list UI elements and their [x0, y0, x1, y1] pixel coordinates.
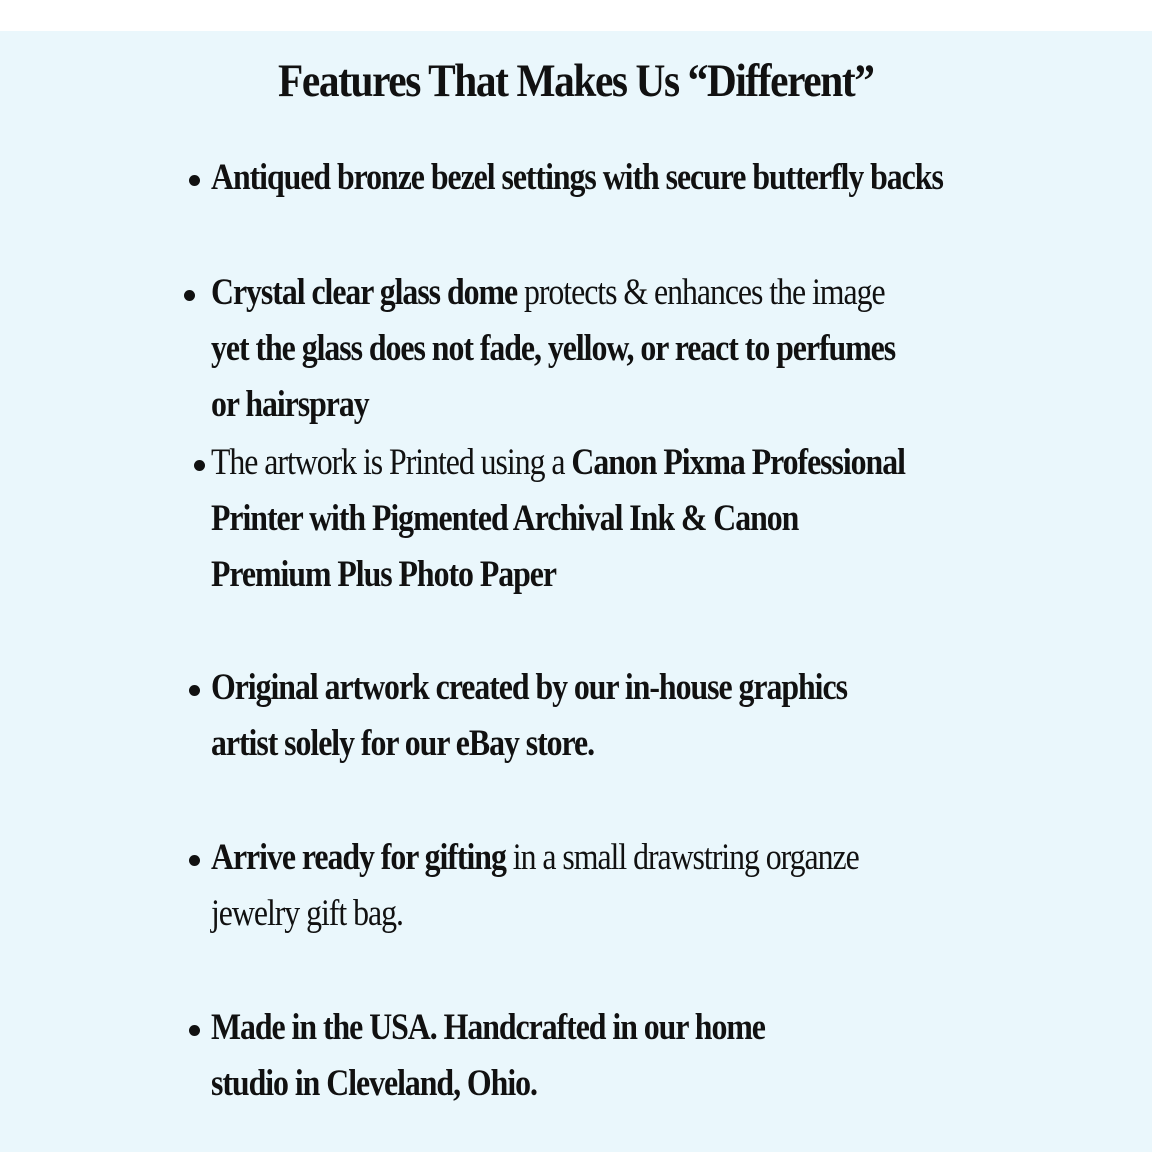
- feature-text-regular: protects & enhances the image: [517, 272, 885, 313]
- feature-text-regular: The artwork is Printed using a: [211, 442, 572, 483]
- feature-text-regular: in a small drawstring organze jewelry gift bag.: [211, 837, 859, 934]
- bullet-icon: [194, 460, 205, 471]
- feature-text-bold: Canon Pixma Professional Printer with Pigmented Archival Ink & Canon Premium Plus Photo Paper: [211, 442, 905, 595]
- feature-text-bold: yet the glass does not fade, yellow, or react to perfumes or hairspray: [211, 328, 896, 425]
- feature-text-bold: Antiqued bronze bezel settings with secure butterfly backs: [211, 157, 943, 198]
- feature-text-bold: Arrive ready for gifting: [211, 837, 506, 878]
- bullet-icon: [189, 1025, 200, 1036]
- bullet-icon: [189, 855, 200, 866]
- feature-text: [211, 265, 908, 433]
- feature-text-bold: Original artwork created by our in-house graphics artist solely for our eBay store.: [211, 667, 847, 764]
- feature-text: [211, 830, 882, 942]
- feature-text-bold: Crystal clear glass dome: [211, 272, 518, 313]
- feature-text: [211, 150, 1152, 206]
- feature-text: [211, 1000, 830, 1112]
- bullet-icon: [189, 685, 200, 696]
- bullet-icon: [189, 175, 200, 186]
- feature-text: [211, 660, 865, 772]
- feature-text-bold: Made in the USA. Handcrafted in our home studio in Cleveland, Ohio.: [211, 1007, 765, 1104]
- bullet-icon: [184, 290, 195, 301]
- page-title: Features That Makes Us “Different”: [278, 55, 874, 107]
- feature-text: [211, 435, 908, 603]
